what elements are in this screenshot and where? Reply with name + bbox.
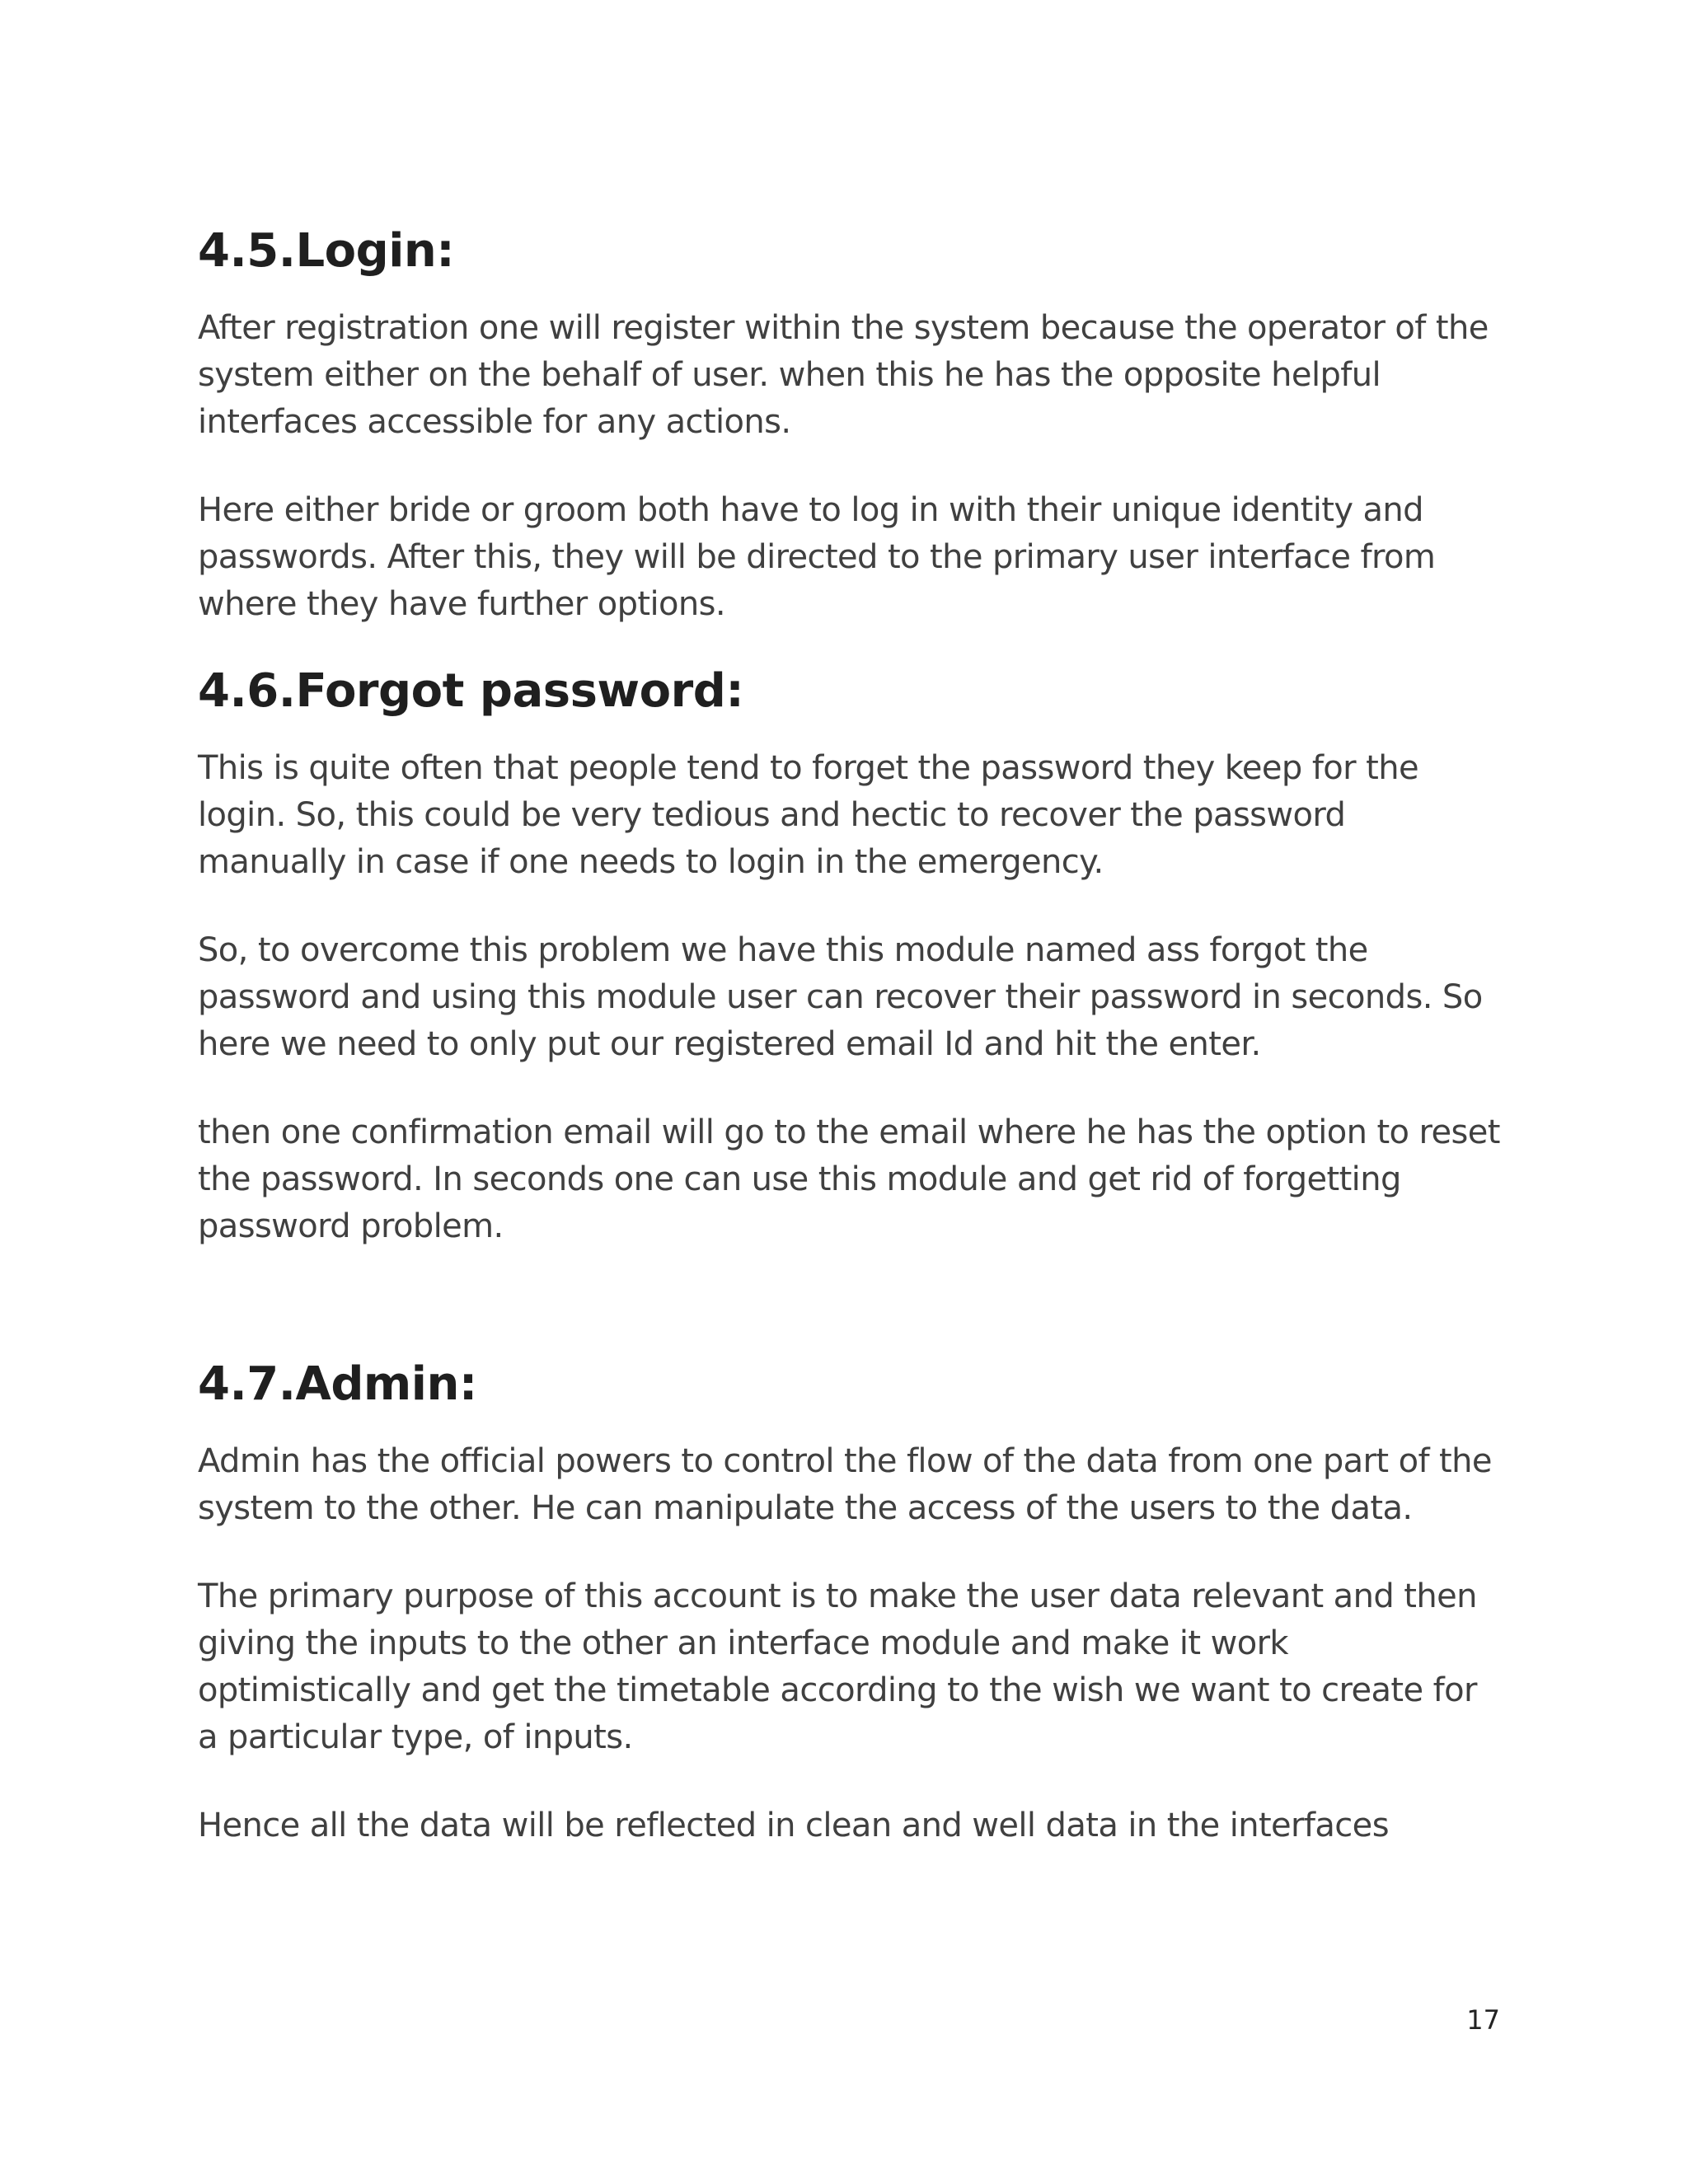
paragraph: This is quite often that people tend to forget the password they keep for the login. So, this could be very tedious and hectic to recover the password manually in case if one needs to login in the emergency.	[198, 749, 1418, 881]
paragraph: then one confirmation email will go to the email where he has the option to reset the password. In seconds one can use this module and get rid of forgetting password problem.	[198, 1113, 1500, 1245]
page-content	[198, 216, 1500, 1849]
paragraph: The primary purpose of this account is to make the user data relevant and then giving the inputs to the other an interface module and make it work optimistically and get the timetable according to the wish we want to create for a particular type, of inputs.	[198, 1577, 1477, 1756]
paragraph: Admin has the official powers to control the flow of the data from one part of the system to the other. He can manipulate the access of the users to the data.	[198, 1442, 1492, 1527]
paragraph: Here either bride or groom both have to log in with their unique identity and passwords. After this, they will be directed to the primary user interface from where they have further options.	[198, 491, 1436, 623]
paragraph: After registration one will register within the system because the operator of the system either on the behalf of user. when this he has the opposite helpful interfaces accessible for any actions.	[198, 309, 1489, 441]
section-heading-forgot-password: 4.6.Forgot password:	[198, 664, 744, 718]
paragraph: Hence all the data will be reflected in clean and well data in the interfaces	[198, 1807, 1389, 1844]
section-heading-admin: 4.7.Admin:	[198, 1357, 477, 1411]
page-number: 17	[1466, 2004, 1500, 2036]
paragraph: So, to overcome this problem we have this module named ass forgot the password and using this module user can recover their password in seconds. So here we need to only put our registered email Id and hit the enter.	[198, 931, 1483, 1063]
section-heading-login: 4.5.Login:	[198, 224, 455, 278]
